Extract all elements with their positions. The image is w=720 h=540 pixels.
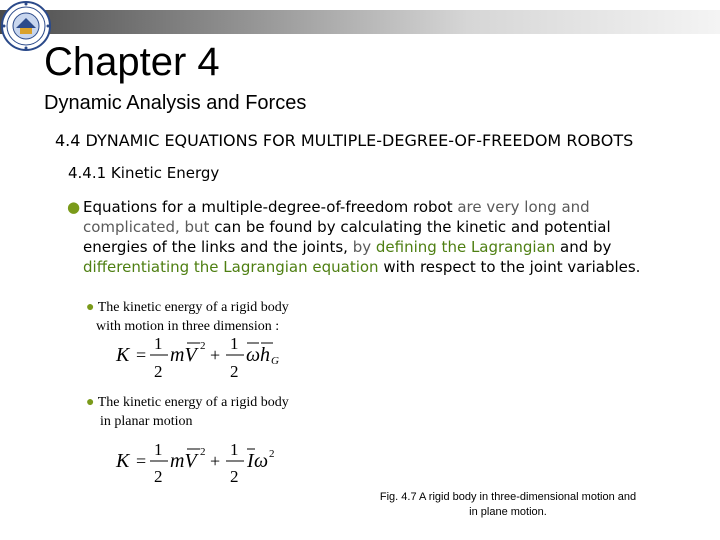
bullet-text-highlight: differentiating the Lagrangian equation <box>83 258 379 276</box>
eq-symbol: 1 <box>154 334 163 353</box>
subsection-heading: 4.4.1 Kinetic Energy <box>68 164 220 182</box>
eq-symbol: + <box>210 451 221 471</box>
sub-bullet-dot-icon: ● <box>86 395 95 410</box>
eq-symbol: 2 <box>200 446 206 458</box>
sub-bullet-line-1: The kinetic energy of a rigid body <box>97 395 289 410</box>
bullet-text-gray: by <box>352 238 376 256</box>
caption-line-1: Fig. 4.7 A rigid body in three-dimensional motion and <box>379 491 637 503</box>
figure-caption <box>358 490 658 520</box>
eq-symbol: I <box>247 450 254 472</box>
eq-symbol: mV <box>170 450 197 472</box>
eq-symbol: 1 <box>230 440 239 459</box>
eq-symbol: 2 <box>230 467 239 485</box>
bullet-text: energies of the links and the joints, <box>83 238 353 256</box>
sub-bullet-line-1: The kinetic energy of a rigid body <box>97 300 289 315</box>
bullet-text: and by <box>555 238 612 256</box>
eq-symbol: 2 <box>154 467 163 485</box>
sub-bullet-dot-icon: ● <box>86 300 95 315</box>
eq-symbol: 2 <box>269 448 275 460</box>
section-heading: 4.4 DYNAMIC EQUATIONS FOR MULTIPLE-DEGREE-OF-FREEDOM ROBOTS <box>55 131 634 150</box>
header-gradient-bar <box>0 10 720 34</box>
eq-symbol: 1 <box>230 334 239 353</box>
bullet-dot-icon: ● <box>67 198 81 216</box>
eq-symbol: 2 <box>200 340 206 352</box>
eq-symbol: 2 <box>230 362 239 381</box>
eq-symbol: mV <box>170 344 197 366</box>
eq-symbol: 1 <box>154 440 163 459</box>
eq-symbol: ω <box>254 450 269 472</box>
sub-bullet-3d <box>86 298 289 336</box>
page-title: Chapter 4 <box>44 40 220 84</box>
sub-bullet-line-2: with motion in three dimension : <box>96 319 280 334</box>
eq-symbol: + <box>210 345 221 365</box>
eq-symbol: G <box>271 355 279 367</box>
eq-symbol: h <box>260 344 270 366</box>
sub-bullet-planar <box>86 393 289 431</box>
bullet-text-gray: are very long and <box>457 198 590 216</box>
bullet-text: with respect to the joint variables. <box>378 258 641 276</box>
page-subtitle: Dynamic Analysis and Forces <box>44 92 307 114</box>
bullet-line-3 <box>67 237 707 257</box>
eq-symbol: K <box>116 450 130 472</box>
main-bullet-paragraph <box>67 197 707 277</box>
bullet-text: can be found by calculating the kinetic and potential <box>214 218 611 236</box>
eq-symbol: K <box>116 344 130 366</box>
eq-symbol: = <box>136 345 147 365</box>
kinetic-energy-equation-planar <box>112 435 292 485</box>
bullet-text-highlight: defining the Lagrangian <box>375 238 556 256</box>
bullet-line-4 <box>67 257 707 277</box>
caption-line-2: in plane motion. <box>469 506 547 518</box>
eq-symbol: ω <box>246 344 261 366</box>
eq-symbol: 2 <box>154 362 163 381</box>
bullet-text-gray: complicated, but <box>83 218 215 236</box>
sub-bullet-line-2: in planar motion <box>100 414 193 429</box>
bullet-text: Equations for a multiple-degree-of-freedom robot <box>83 198 458 216</box>
bullet-line-2 <box>67 217 707 237</box>
kinetic-energy-equation-3d <box>112 333 302 383</box>
eq-symbol: = <box>136 451 147 471</box>
